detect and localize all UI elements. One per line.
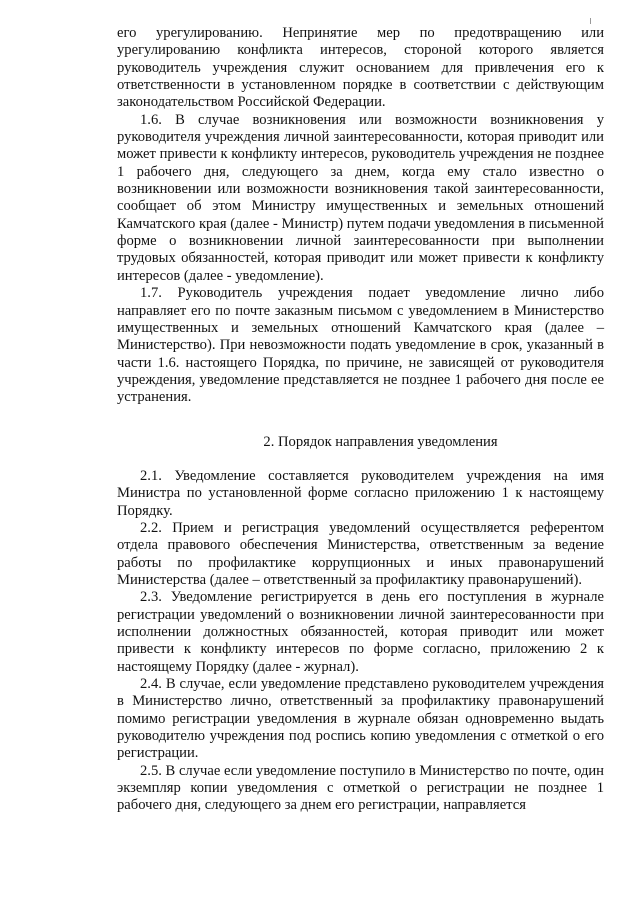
paragraph-2-5: 2.5. В случае если уведомление поступило в Министерство по почте, один экземпляр копии уведомления с отметкой о регистрации не позднее 1 рабочего дня, следующего за днем его регистрации, направляется (117, 762, 604, 814)
paragraph-2-3: 2.3. Уведомление регистрируется в день его поступления в журнале регистрации уведомлений о возникновении личной заинтересованности при исполнении должностных обязанностей, которая приводит или может привести к конфликту интересов по форме согласно, приложению 2 к настоящему Порядку (далее - журнал). (117, 589, 604, 675)
paragraph-2-2: 2.2. Прием и регистрация уведомлений осуществляется референтом отдела правового обеспечения Министерства, ответственным за ведение работы по профилактике коррупционных и иных правонарушений Министерства (далее – ответственный за профилактику правонарушений). (117, 519, 604, 588)
paragraph-2-1: 2.1. Уведомление составляется руководителем учреждения на имя Министра по установленной форме согласно приложению 1 к настоящему Порядку. (117, 467, 604, 519)
section-heading: 2. Порядок направления уведомления (263, 433, 498, 450)
scan-mark (590, 18, 591, 24)
paragraph-1-6: 1.6. В случае возникновения или возможности возникновения у руководителя учреждения личной заинтересованности, которая приводит или может привести к конфликту интересов, руководитель учреждения не позднее 1 рабочего дня, следующего за днем, когда ему стало известно о возникновении или возможности возникновения такой заинтересованности, сообщает об этом Министру имущественных и земельных отношений Камчатского края (далее - Министр) путем подачи уведомления в письменной форме о возникновении личной заинтересованности при выполнении трудовых обязанностей, которая приводит или может привести к конфликту интересов (далее - уведомление). (117, 111, 604, 284)
paragraph-2-4: 2.4. В случае, если уведомление представлено руководителем учреждения в Министерство лично, ответственный за профилактику правонарушений помимо регистрации уведомления в журнале обязан одновременно выдать руководителю учреждения под роспись копию уведомления с отметкой о его регистрации. (117, 676, 604, 762)
paragraph-1-7: 1.7. Руководитель учреждения подает уведомление лично либо направляет его по почте заказным письмом с уведомлением в Министерство имущественных и земельных отношений Камчатского края (далее – Министерство). При невозможности подать уведомление в срок, указанный в части 1.6. настоящего Порядка, по причине, не зависящей от руководителя учреждения, уведомление представляется не позднее 1 рабочего дня после ее устранения. (117, 285, 604, 406)
document-body (117, 25, 604, 815)
paragraph-continuation: его урегулированию. Непринятие мер по предотвращению или урегулированию конфликта интересов, стороной которого является руководитель учреждения служит основанием для привлечения его к ответственности в установленном порядке в соответствии с действующим законодательством Российской Федерации. (117, 25, 604, 111)
